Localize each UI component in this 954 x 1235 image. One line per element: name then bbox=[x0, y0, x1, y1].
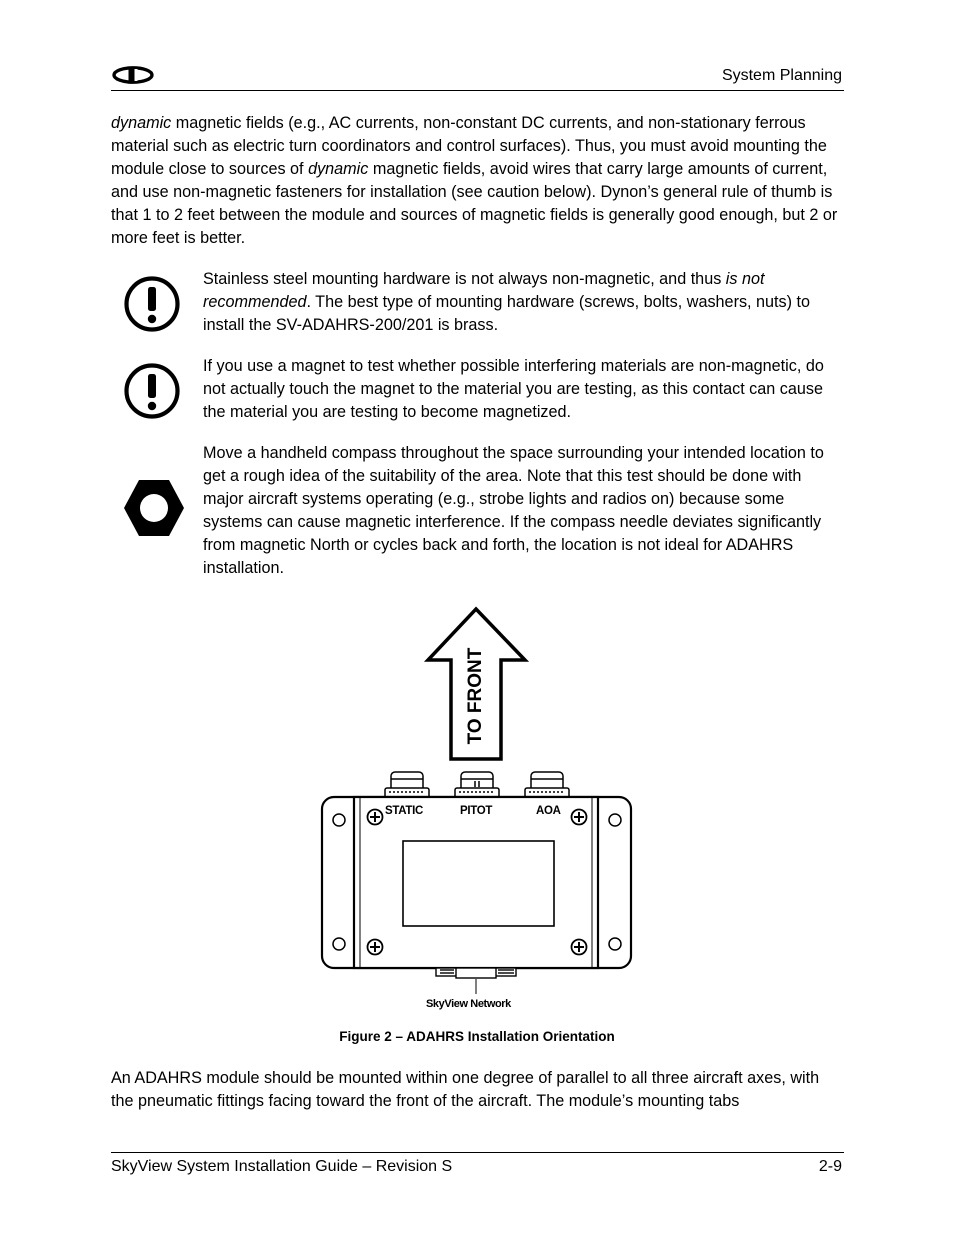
page-header bbox=[111, 62, 844, 91]
intro-paragraph bbox=[111, 112, 846, 250]
header-section-title: System Planning bbox=[721, 67, 842, 84]
paragraph-text: magnetic fields (e.g., AC currents, non-constant DC currents, and non-stationary ferrous material such as electric turn coordinators and control surfaces). Thus, you must avoid mounting the module close to sources of bbox=[111, 114, 827, 178]
hex-nut-icon bbox=[123, 479, 185, 537]
caution-note-stainless bbox=[111, 268, 846, 340]
pitot-port-label: PITOT bbox=[460, 805, 493, 817]
static-port-fitting bbox=[385, 772, 429, 798]
mounting-hole bbox=[609, 938, 621, 950]
mounting-hole bbox=[609, 814, 621, 826]
adahrs-orientation-figure bbox=[318, 606, 636, 1016]
mounting-hole bbox=[333, 814, 345, 826]
note-text bbox=[203, 268, 843, 337]
page-footer bbox=[111, 1152, 844, 1175]
to-front-label: TO FRONT bbox=[465, 647, 486, 745]
footer-guide-title: SkyView System Installation Guide – Revision S bbox=[111, 1158, 453, 1175]
emphasis-text: is not recommended bbox=[203, 270, 765, 311]
emphasis-text: dynamic bbox=[111, 114, 172, 132]
emphasis-text: dynamic bbox=[308, 160, 369, 178]
note-text: If you use a magnet to test whether possible interfering materials are non-magnetic, do not actually touch the magnet to the material you are testing, as this contact can cause the material you are testing to become magnetized. bbox=[203, 357, 824, 421]
aoa-port-label: AOA bbox=[536, 805, 561, 817]
caution-note-magnet bbox=[111, 355, 846, 427]
corner-screw bbox=[572, 940, 587, 955]
figure-caption: Figure 2 – ADAHRS Installation Orientation bbox=[339, 1029, 615, 1044]
paragraph-text: magnetic fields, avoid wires that carry large amounts of current, and use non-magnetic fasteners for installation (see caution below). Dynon’s general rule of thumb is that 1 to 2 feet between the module and sources of magnetic fields is generally good enough, but 2 or more feet is better. bbox=[111, 160, 838, 247]
page-number: 2-9 bbox=[818, 1158, 842, 1175]
mounting-paragraph: An ADAHRS module should be mounted within one degree of parallel to all three aircraft axes, with the pneumatic fittings facing toward the front of the aircraft. The module’s mounting tabs bbox=[111, 1069, 820, 1110]
note-text-part: Stainless steel mounting hardware is not always non-magnetic, and thus bbox=[203, 270, 726, 288]
exclamation-icon bbox=[123, 275, 181, 333]
network-connector bbox=[436, 968, 516, 978]
module-label-window bbox=[403, 841, 554, 926]
exclamation-icon bbox=[123, 362, 181, 420]
corner-screw bbox=[368, 810, 383, 825]
mounting-hole bbox=[333, 938, 345, 950]
static-port-label: STATIC bbox=[385, 805, 424, 817]
note-text: Move a handheld compass throughout the space surrounding your intended location to get a rough idea of the suitability of the area. Note that this test should be done with major aircraft systems operating (e.g., strobe lights and radios on) because some systems can cause magnetic interference. If the compass needle deviates significantly from magnetic North or cycles back and forth, the location is not ideal for ADAHRS installation. bbox=[203, 444, 824, 577]
corner-screw bbox=[368, 940, 383, 955]
note-text-part: . The best type of mounting hardware (screws, bolts, washers, nuts) to install the SV-ADAHRS-200/201 is brass. bbox=[203, 293, 811, 334]
skyview-network-label: SkyView Network bbox=[426, 998, 511, 1010]
tip-note-compass bbox=[111, 442, 846, 582]
corner-screw bbox=[572, 810, 587, 825]
aoa-port-fitting bbox=[525, 772, 569, 798]
pitot-port-fitting bbox=[455, 772, 499, 798]
dynon-logo bbox=[111, 66, 155, 84]
